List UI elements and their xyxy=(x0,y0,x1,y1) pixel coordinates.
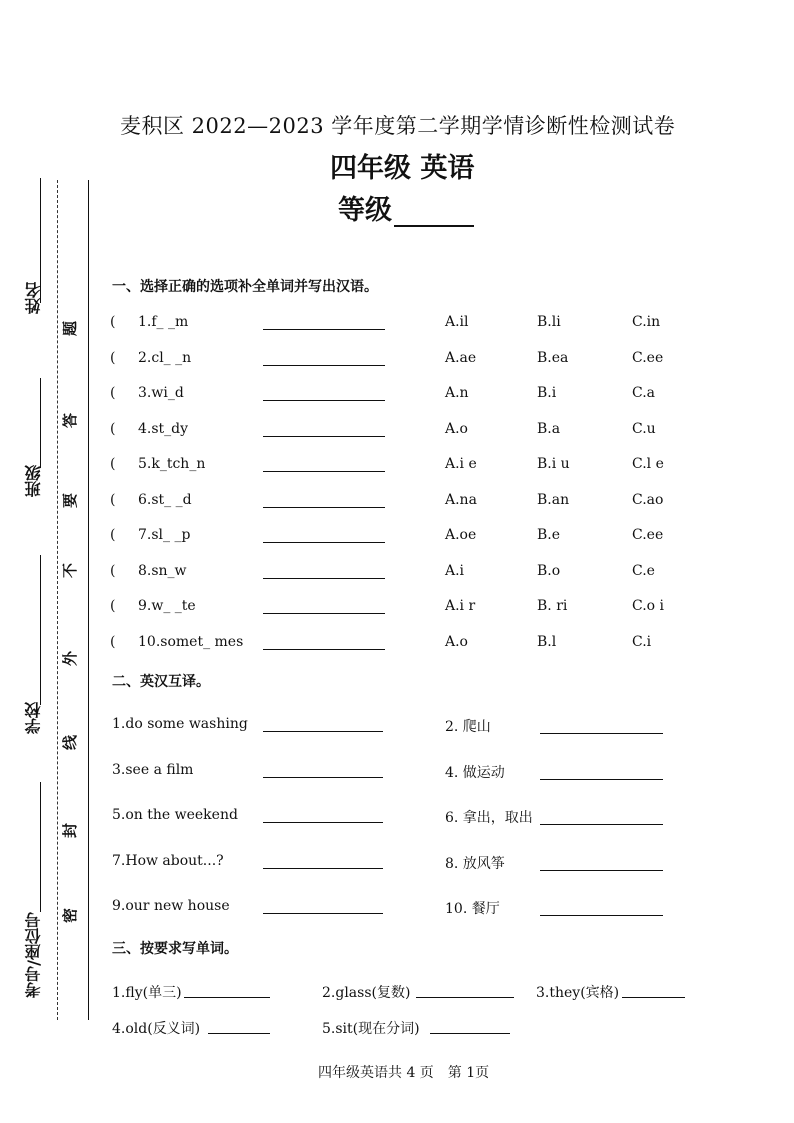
seal-char-7: 封 xyxy=(61,822,80,839)
option-c: C.i xyxy=(632,633,652,650)
word-answer-blank[interactable] xyxy=(622,997,685,998)
translate-left-blank[interactable] xyxy=(263,777,383,778)
option-b: B.li xyxy=(537,314,561,330)
option-a: A.o xyxy=(445,633,468,650)
answer-blank[interactable] xyxy=(263,400,385,401)
translate-right-blank[interactable] xyxy=(540,779,663,780)
answer-box[interactable] xyxy=(126,454,136,472)
option-a: A.il xyxy=(445,314,469,330)
answer-box[interactable] xyxy=(126,596,136,614)
subject-title: 四年级 英语 xyxy=(330,153,475,184)
question-text: 4.st_dy xyxy=(138,420,189,437)
question-text: 8.sn_w xyxy=(138,562,187,579)
answer-blank[interactable] xyxy=(263,649,385,650)
option-b: B.i u xyxy=(537,456,570,472)
question-text: 9.w_ _te xyxy=(138,598,196,614)
option-a: A.i e xyxy=(445,456,477,472)
school-line xyxy=(40,555,41,705)
grade-field xyxy=(338,188,474,227)
word-task: 2.glass(复数) xyxy=(322,985,411,1001)
option-c: C.a xyxy=(632,385,656,401)
option-a: A.n xyxy=(445,385,469,401)
translate-left-blank[interactable] xyxy=(263,822,383,823)
option-b: B.o xyxy=(537,562,561,579)
translate-left-item: 9.our new house xyxy=(112,898,230,914)
answer-blank[interactable] xyxy=(263,471,385,472)
class-label: 班级 xyxy=(24,465,43,497)
option-a: A.oe xyxy=(445,527,477,543)
question-text: 6.st_ _d xyxy=(138,491,192,508)
option-b: B.i xyxy=(537,385,557,401)
translate-right-item: 2. 爬山 xyxy=(445,719,491,735)
answer-box[interactable] xyxy=(126,490,136,508)
option-c: C.ao xyxy=(632,491,664,508)
answer-box[interactable] xyxy=(126,632,136,650)
option-b: B.e xyxy=(537,527,561,543)
translate-right-blank[interactable] xyxy=(540,870,663,871)
school-label: 学校 xyxy=(24,702,43,734)
exam-no-line xyxy=(40,782,41,912)
option-a: A.ae xyxy=(445,349,477,366)
answer-box[interactable] xyxy=(126,419,136,437)
page-footer: 四年级英语共 4 页 第 1页 xyxy=(318,1065,490,1081)
option-c: C.e xyxy=(632,562,655,579)
answer-paren-left: ( xyxy=(110,420,116,437)
seal-char-3: 要 xyxy=(61,492,80,509)
answer-blank[interactable] xyxy=(263,613,385,614)
answer-paren-left: ( xyxy=(110,491,116,508)
option-b: B. ri xyxy=(537,598,568,614)
section2-heading: 二、英汉互译。 xyxy=(112,674,210,690)
translate-left-blank[interactable] xyxy=(263,731,383,732)
seal-char-6: 线 xyxy=(61,734,80,751)
translate-left-item: 7.How about...? xyxy=(112,852,224,869)
word-answer-blank[interactable] xyxy=(184,997,270,998)
word-task: 3.they(宾格) xyxy=(536,985,620,1001)
option-c: C.l e xyxy=(632,456,664,472)
answer-paren-left: ( xyxy=(110,314,116,330)
translate-right-item: 10. 餐厅 xyxy=(445,901,500,917)
name-label: 姓名 xyxy=(24,282,43,314)
answer-paren-left: ( xyxy=(110,456,116,472)
section3-heading: 三、按要求写单词。 xyxy=(112,941,238,957)
seal-char-5: 外 xyxy=(61,650,80,667)
section1-heading: 一、选择正确的选项补全单词并写出汉语。 xyxy=(112,279,378,295)
option-c: C.in xyxy=(632,314,661,330)
seal-solid-line xyxy=(88,180,89,1020)
word-task: 1.fly(单三) xyxy=(112,985,182,1001)
translate-right-blank[interactable] xyxy=(540,733,663,734)
word-task: 4.old(反义词) xyxy=(112,1021,201,1037)
answer-box[interactable] xyxy=(126,383,136,401)
translate-left-blank[interactable] xyxy=(263,913,383,914)
seal-char-1: 题 xyxy=(61,320,80,337)
translate-right-item: 6. 拿出，取出 xyxy=(445,810,533,826)
option-c: C.ee xyxy=(632,527,664,543)
question-text: 10.somet_ mes xyxy=(138,633,244,650)
option-b: B.an xyxy=(537,491,570,508)
seal-char-2: 答 xyxy=(61,412,80,429)
seal-dotted-line xyxy=(57,180,58,1020)
word-answer-blank[interactable] xyxy=(208,1033,270,1034)
exam-title: 麦积区 2022—2023 学年度第二学期学情诊断性检测试卷 xyxy=(120,114,676,138)
answer-blank[interactable] xyxy=(263,436,385,437)
question-text: 3.wi_d xyxy=(138,385,184,401)
grade-blank[interactable] xyxy=(394,197,474,227)
translate-left-blank[interactable] xyxy=(263,868,383,869)
answer-paren-left: ( xyxy=(110,633,116,650)
question-text: 2.cl_ _n xyxy=(138,349,192,366)
answer-box[interactable] xyxy=(126,312,136,330)
word-answer-blank[interactable] xyxy=(416,997,514,998)
option-a: A.i xyxy=(445,562,465,579)
answer-blank[interactable] xyxy=(263,542,385,543)
seal-char-4: 不 xyxy=(61,562,80,579)
grade-label: 等级 xyxy=(338,195,392,226)
answer-paren-left: ( xyxy=(110,349,116,366)
answer-paren-left: ( xyxy=(110,385,116,401)
answer-blank[interactable] xyxy=(263,578,385,579)
question-text: 5.k_tch_n xyxy=(138,456,206,472)
answer-paren-left: ( xyxy=(110,562,116,579)
seal-char-8: 密 xyxy=(61,907,80,924)
option-c: C.ee xyxy=(632,349,664,366)
answer-paren-left: ( xyxy=(110,527,116,543)
word-task: 5.sit(现在分词) xyxy=(322,1021,420,1037)
answer-blank[interactable] xyxy=(263,507,385,508)
translate-left-item: 5.on the weekend xyxy=(112,807,238,823)
translate-right-blank[interactable] xyxy=(540,915,663,916)
word-answer-blank[interactable] xyxy=(430,1033,510,1034)
translate-right-item: 8. 放风筝 xyxy=(445,855,505,872)
option-b: B.ea xyxy=(537,349,569,366)
answer-box[interactable] xyxy=(126,561,136,579)
option-c: C.u xyxy=(632,420,656,437)
option-b: B.a xyxy=(537,420,561,437)
exam-no-label: 考号/座位号 xyxy=(24,912,43,998)
option-b: B.l xyxy=(537,633,557,650)
translate-left-item: 1.do some washing xyxy=(112,716,248,732)
question-text: 7.sl_ _p xyxy=(138,527,191,543)
answer-paren-left: ( xyxy=(110,598,116,614)
answer-box[interactable] xyxy=(126,348,136,366)
translate-right-item: 4. 做运动 xyxy=(445,764,505,781)
question-text: 1.f_ _m xyxy=(138,314,189,330)
answer-box[interactable] xyxy=(126,525,136,543)
option-a: A.o xyxy=(445,420,468,437)
answer-blank[interactable] xyxy=(263,365,385,366)
option-c: C.o i xyxy=(632,598,665,614)
translate-right-blank[interactable] xyxy=(540,824,663,825)
option-a: A.na xyxy=(445,491,477,508)
option-a: A.i r xyxy=(445,598,476,614)
answer-blank[interactable] xyxy=(263,329,385,330)
class-line xyxy=(40,378,41,468)
translate-left-item: 3.see a film xyxy=(112,761,194,778)
